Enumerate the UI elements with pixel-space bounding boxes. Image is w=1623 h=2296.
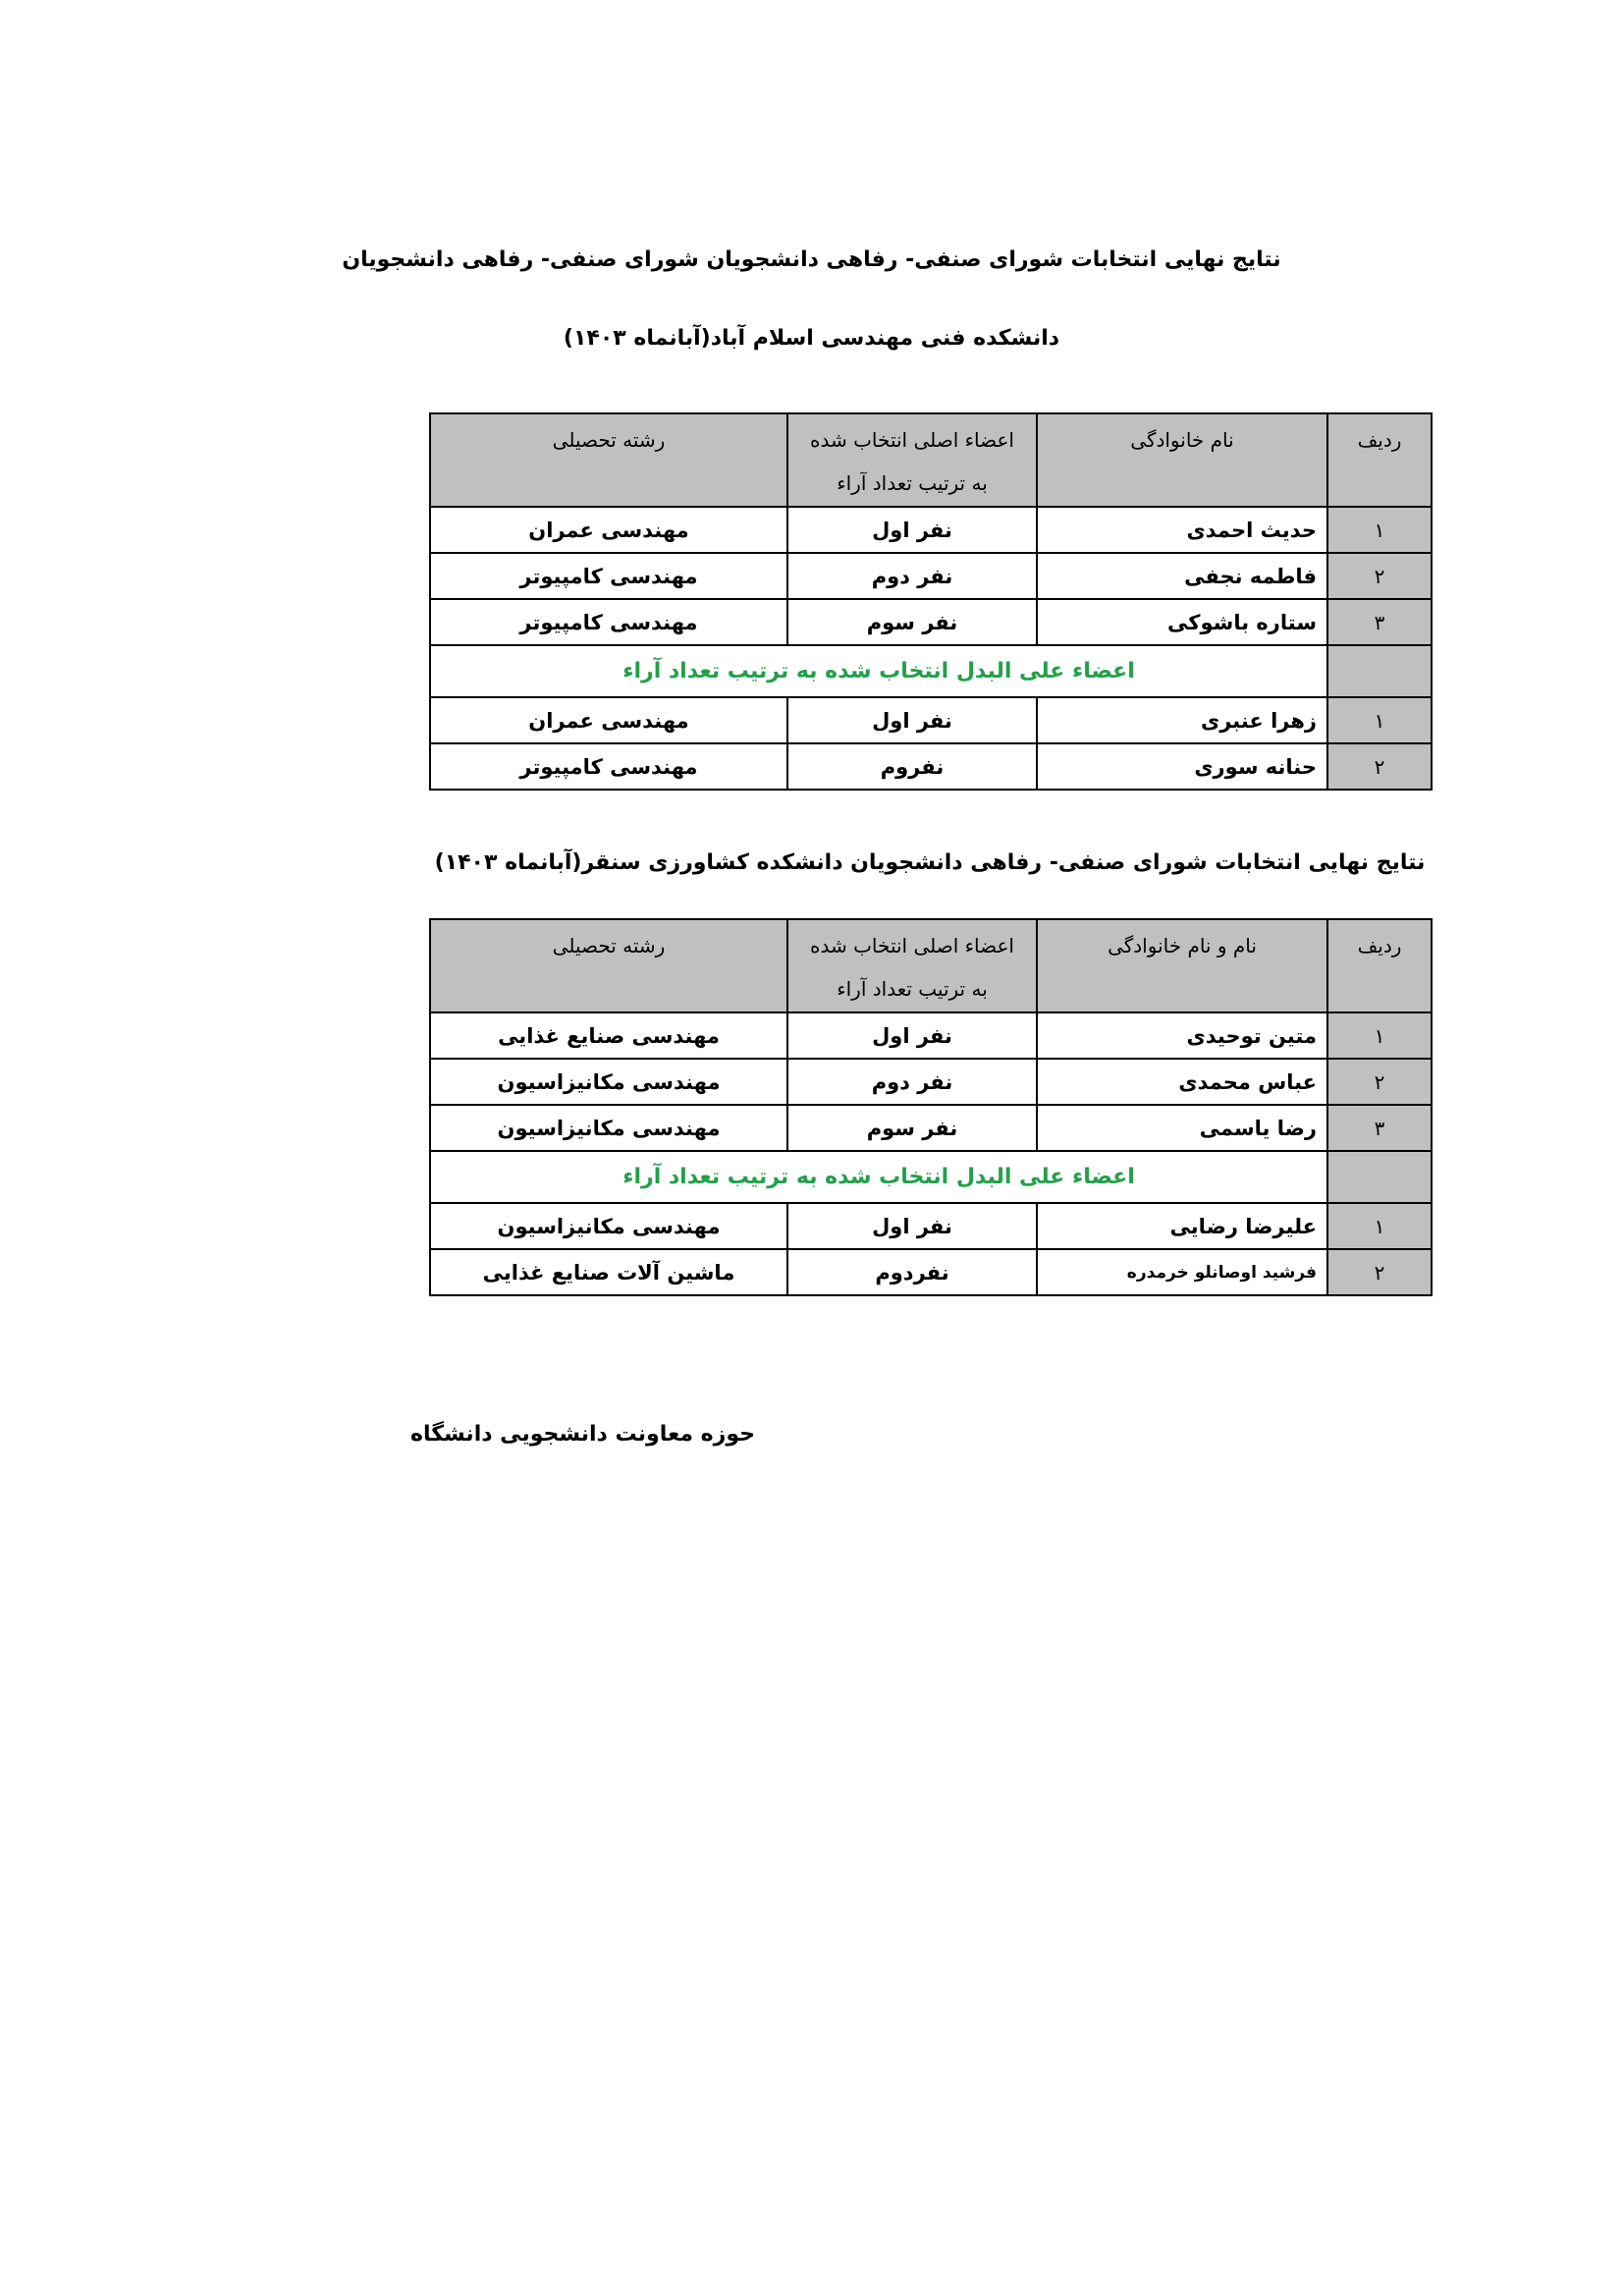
row-number-cell: ۲ xyxy=(1327,1249,1432,1295)
row-number-cell-empty xyxy=(1327,645,1432,697)
column-header-row-number: ردیف xyxy=(1327,919,1432,1012)
column-header-elected-line2: به ترتیب تعداد آراء xyxy=(837,977,988,1001)
name-cell: فرشید اوصانلو خرمدره xyxy=(1037,1249,1327,1295)
table-row xyxy=(430,1059,1432,1105)
column-header-row-number: ردیف xyxy=(1327,413,1432,507)
row-number-cell: ۱ xyxy=(1327,507,1432,553)
column-header-elected-line1: اعضاء اصلی انتخاب شده xyxy=(810,934,1014,957)
name-cell: رضا یاسمی xyxy=(1037,1105,1327,1151)
field-cell: مهندسی مکانیزاسیون xyxy=(430,1105,787,1151)
field-cell: مهندسی عمران xyxy=(430,507,787,553)
table-row xyxy=(430,1203,1432,1249)
table-header-row xyxy=(430,919,1432,1012)
name-cell: حنانه سوری xyxy=(1037,743,1327,790)
name-cell: ستاره باشوکی xyxy=(1037,599,1327,645)
column-header-elected-members xyxy=(787,919,1037,1012)
field-cell: مهندسی کامپیوتر xyxy=(430,743,787,790)
field-cell: مهندسی کامپیوتر xyxy=(430,599,787,645)
rank-cell: نفر اول xyxy=(787,697,1037,743)
rank-cell: نفر اول xyxy=(787,1203,1037,1249)
column-header-elected-line2: به ترتیب تعداد آراء xyxy=(837,471,988,495)
alternates-section-header: اعضاء علی البدل انتخاب شده به ترتیب تعداد آراء xyxy=(430,1151,1327,1203)
table-row xyxy=(430,1249,1432,1295)
column-header-elected-line1: اعضاء اصلی انتخاب شده xyxy=(810,428,1014,452)
second-section-title: نتایج نهایی انتخابات شورای صنفی- رفاهی دانشجویان دانشکده کشاورزی سنقر(آبانماه ۱۴۰۳) xyxy=(434,850,1426,875)
row-number-cell: ۱ xyxy=(1327,697,1432,743)
alternates-section-row xyxy=(430,645,1432,697)
rank-cell: نفر اول xyxy=(787,507,1037,553)
row-number-cell-empty xyxy=(1327,1151,1432,1203)
row-number-cell: ۱ xyxy=(1327,1203,1432,1249)
page-title: نتایج نهایی انتخابات شورای صنفی- رفاهی دانشجویان شورای صنفی- رفاهی دانشجویان xyxy=(342,247,1281,272)
field-cell: مهندسی مکانیزاسیون xyxy=(430,1203,787,1249)
field-cell: ماشین آلات صنایع غذایی xyxy=(430,1249,787,1295)
row-number-cell: ۳ xyxy=(1327,599,1432,645)
column-header-field-of-study: رشته تحصیلی xyxy=(430,413,787,507)
field-cell: مهندسی مکانیزاسیون xyxy=(430,1059,787,1105)
table-row xyxy=(430,697,1432,743)
column-header-full-name: نام و نام خانوادگی xyxy=(1037,919,1327,1012)
field-cell: مهندسی عمران xyxy=(430,697,787,743)
alternates-section-row xyxy=(430,1151,1432,1203)
column-header-field-of-study: رشته تحصیلی xyxy=(430,919,787,1012)
name-cell: حدیث احمدی xyxy=(1037,507,1327,553)
table-header-row xyxy=(430,413,1432,507)
rank-cell: نفر دوم xyxy=(787,553,1037,599)
name-cell: فاطمه نجفی xyxy=(1037,553,1327,599)
name-cell: علیرضا رضایی xyxy=(1037,1203,1327,1249)
rank-cell: نفر اول xyxy=(787,1012,1037,1059)
column-header-elected-members xyxy=(787,413,1037,507)
field-cell: مهندسی صنایع غذایی xyxy=(430,1012,787,1059)
table-row xyxy=(430,507,1432,553)
rank-cell: نفر سوم xyxy=(787,599,1037,645)
results-table-agriculture-faculty xyxy=(429,918,1433,1296)
table-row xyxy=(430,553,1432,599)
table-row xyxy=(430,1105,1432,1151)
name-cell: متین توحیدی xyxy=(1037,1012,1327,1059)
name-cell: عباس محمدی xyxy=(1037,1059,1327,1105)
faculty-subtitle: دانشکده فنی مهندسی اسلام آباد(آبانماه ۱۴۰۳) xyxy=(563,326,1060,351)
table-row xyxy=(430,743,1432,790)
row-number-cell: ۲ xyxy=(1327,553,1432,599)
name-cell: زهرا عنبری xyxy=(1037,697,1327,743)
alternates-section-header: اعضاء علی البدل انتخاب شده به ترتیب تعداد آراء xyxy=(430,645,1327,697)
table-row xyxy=(430,599,1432,645)
field-cell: مهندسی کامپیوتر xyxy=(430,553,787,599)
column-header-family-name: نام خانوادگی xyxy=(1037,413,1327,507)
results-table-engineering-faculty xyxy=(429,412,1433,791)
row-number-cell: ۲ xyxy=(1327,743,1432,790)
rank-cell: نفر دوم xyxy=(787,1059,1037,1105)
rank-cell: نفردوم xyxy=(787,1249,1037,1295)
table-row xyxy=(430,1012,1432,1059)
row-number-cell: ۲ xyxy=(1327,1059,1432,1105)
rank-cell: نفروم xyxy=(787,743,1037,790)
row-number-cell: ۱ xyxy=(1327,1012,1432,1059)
signature-line: حوزه معاونت دانشجویی دانشگاه xyxy=(410,1422,755,1447)
rank-cell: نفر سوم xyxy=(787,1105,1037,1151)
row-number-cell: ۳ xyxy=(1327,1105,1432,1151)
